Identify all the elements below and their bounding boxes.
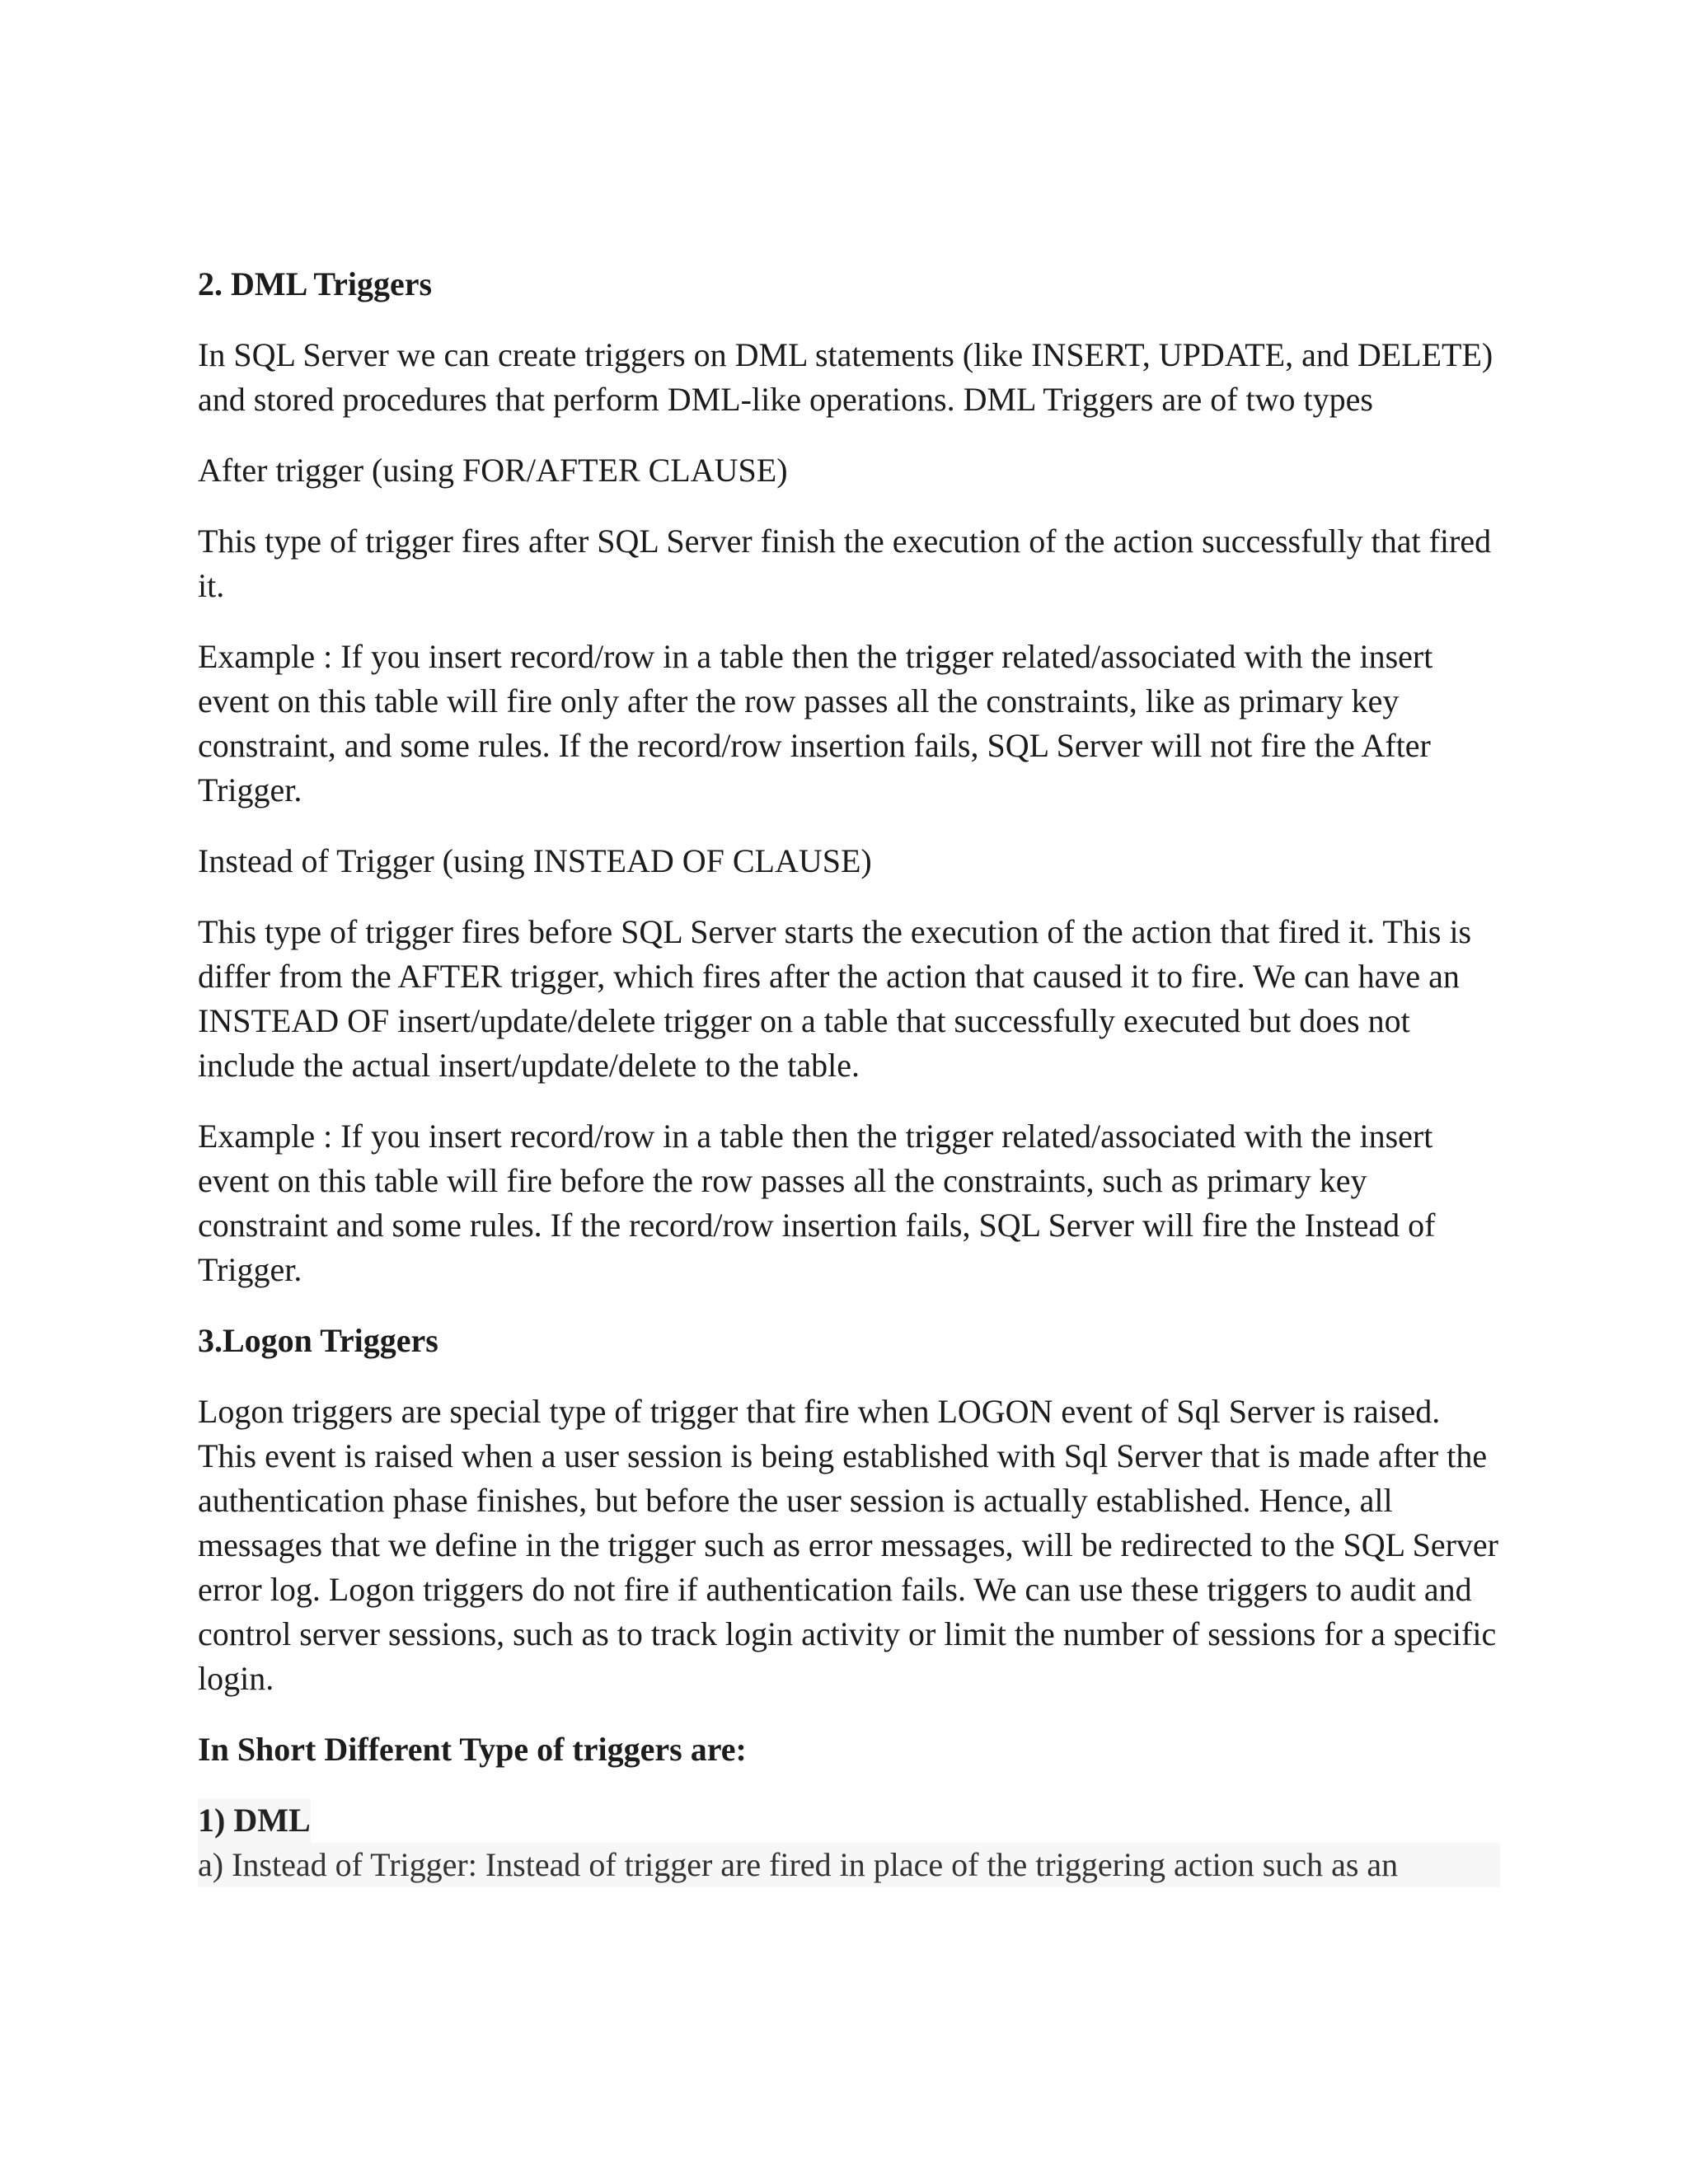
paragraph-instead-of-example: Example : If you insert record/row in a table then the trigger related/associated with the insert event on this table will fire before the row passes all the constraints, such as primary key constraint and some rules. If the record/row insertion fails, SQL Server will fire the Instead of Trigger. — [198, 1118, 1436, 1288]
list-heading-dml: 1) DML — [198, 1798, 311, 1843]
paragraph-after-trigger-title: After trigger (using FOR/AFTER CLAUSE) — [198, 452, 788, 489]
paragraph-instead-of-title: Instead of Trigger (using INSTEAD OF CLAUSE) — [198, 842, 872, 879]
section-heading-dml-triggers: 2. DML Triggers — [198, 265, 433, 302]
paragraph-instead-of-desc: This type of trigger fires before SQL Server starts the execution of the action that fired it. This is differ from the AFTER trigger, which fires after the action that caused it to fire. We can have an INSTEAD OF insert/update/delete trigger on a table that successfully executed but does not include the actual insert/update/delete to the table. — [198, 913, 1472, 1084]
paragraph-after-trigger-example: Example : If you insert record/row in a table then the trigger related/associated with the insert event on this table will fire only after the row passes all the constraints, like as primary key constraint, and some rules. If the record/row insertion fails, SQL Server will not fire the After Trigger. — [198, 638, 1433, 808]
paragraph-after-trigger-desc: This type of trigger fires after SQL Server finish the execution of the action successfully that fired it. — [198, 523, 1492, 604]
list-block — [198, 1798, 1500, 1887]
paragraph-dml-intro: In SQL Server we can create triggers on DML statements (like INSERT, UPDATE, and DELETE) and stored procedures that perform DML-like operations. DML Triggers are of two types — [198, 336, 1493, 418]
document-body — [198, 262, 1500, 1887]
paragraph-logon-desc: Logon triggers are special type of trigger that fire when LOGON event of Sql Server is raised. This event is raised when a user session is being established with Sql Server that is made after the authentication phase finishes, but before the user session is actually established. Hence, all messages that we define in the trigger such as error messages, will be redirected to the SQL Server error log. Logon triggers do not fire if authentication fails. We can use these triggers to audit and control server sessions, such as to track login activity or limit the number of sessions for a specific login. — [198, 1393, 1498, 1697]
list-item-instead-of: a) Instead of Trigger: Instead of trigger are fired in place of the triggering action such as an — [198, 1843, 1500, 1887]
section-heading-logon-triggers: 3.Logon Triggers — [198, 1322, 438, 1359]
section-heading-in-short: In Short Different Type of triggers are: — [198, 1731, 747, 1768]
